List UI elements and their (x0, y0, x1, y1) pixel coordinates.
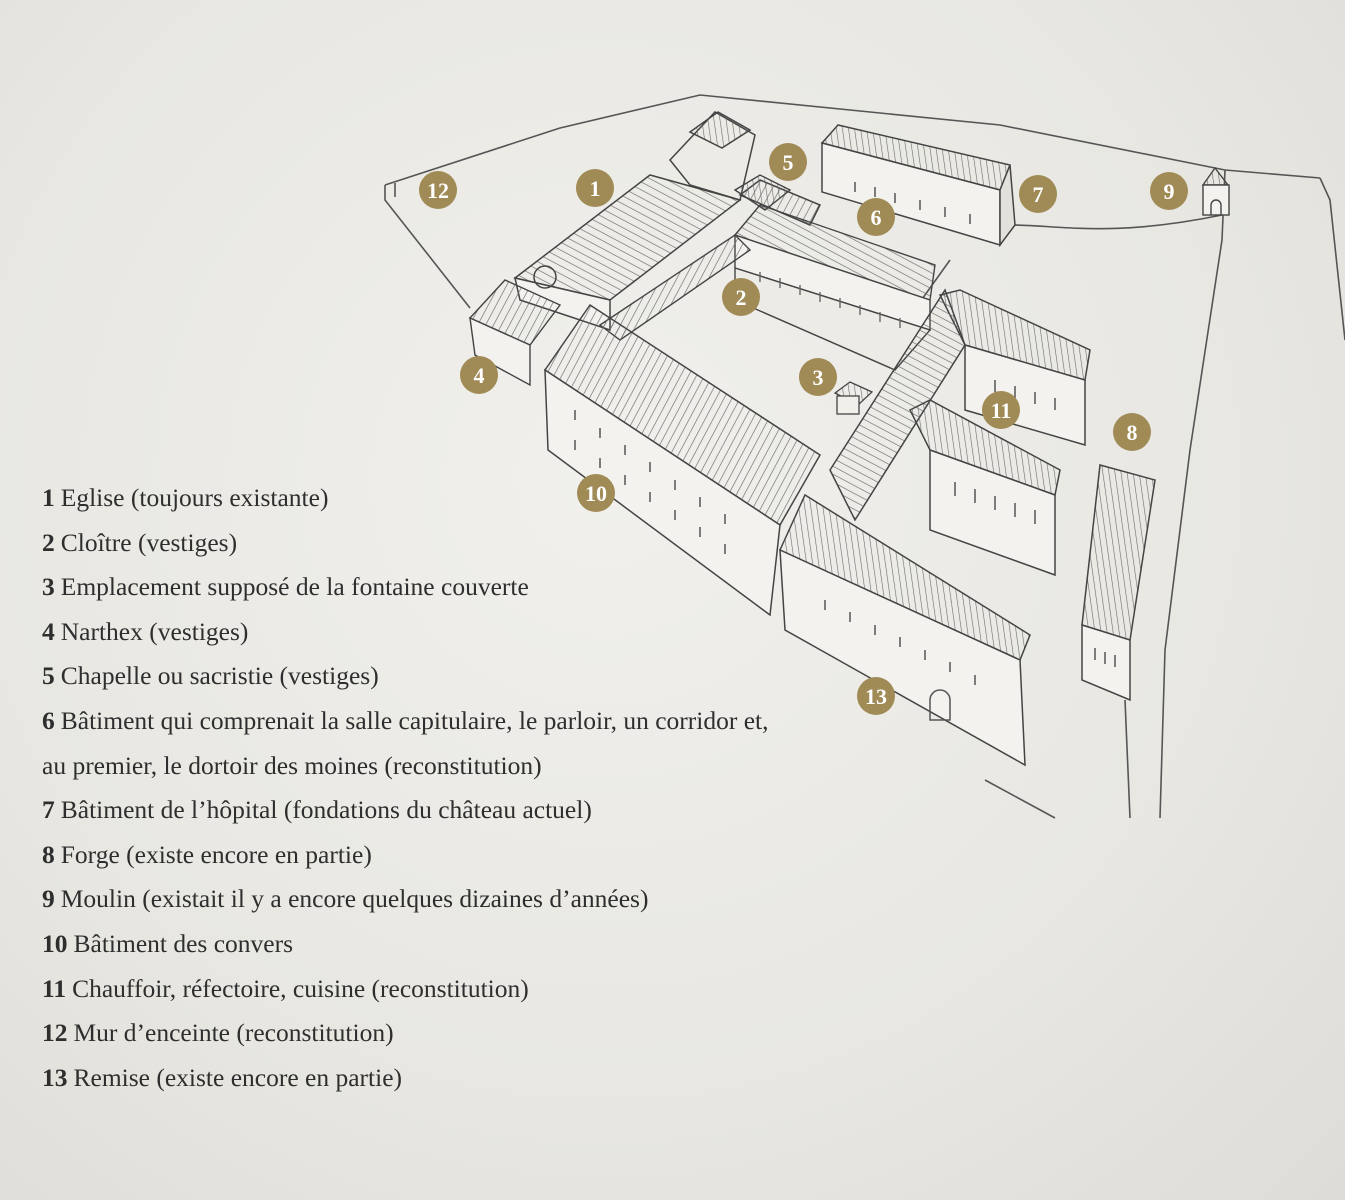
legend-text: Chapelle ou sacristie (vestiges) (60, 661, 379, 691)
legend-item-11 (42, 967, 802, 1012)
legend-number: 12 (42, 1018, 68, 1048)
legend-number: 2 (42, 527, 55, 557)
legend-text: Eglise (toujours existante) (60, 483, 329, 512)
legend-item-9 (42, 877, 802, 922)
legend-item-12 (42, 1011, 802, 1056)
legend-item-10 (42, 922, 802, 967)
svg-text:9: 9 (1163, 179, 1175, 204)
legend-number: 3 (42, 572, 55, 602)
legend-number: 6 (42, 705, 55, 735)
legend-text: Forge (existe encore en partie) (60, 839, 372, 869)
legend-number: 7 (42, 795, 55, 825)
legend-item-8 (42, 833, 802, 878)
badge-8 (1113, 413, 1151, 451)
fountain (835, 382, 872, 414)
legend-number: 9 (42, 884, 55, 914)
hospital-building (822, 125, 1015, 245)
svg-text:1: 1 (589, 176, 601, 201)
legend-number: 10 (42, 928, 68, 958)
legend-number: 4 (42, 616, 55, 646)
svg-text:3: 3 (812, 365, 824, 390)
badge-4 (460, 356, 498, 394)
legend-number: 8 (42, 839, 55, 869)
badge-1 (576, 169, 614, 207)
svg-text:7: 7 (1032, 182, 1044, 207)
legend-item-7 (42, 788, 802, 833)
legend-text: Bâtiment des convers (73, 928, 294, 958)
legend-text: Emplacement supposé de la fontaine couverte (60, 572, 529, 602)
badge-2 (722, 278, 760, 316)
legend-item-4 (42, 610, 802, 655)
svg-text:13: 13 (865, 684, 887, 709)
svg-text:10: 10 (585, 481, 607, 506)
badge-5 (769, 143, 807, 181)
legend-text: Narthex (vestiges) (60, 616, 249, 646)
svg-text:8: 8 (1126, 420, 1138, 445)
badge-11 (982, 391, 1020, 429)
svg-text:2: 2 (735, 285, 747, 310)
legend-text: Cloître (vestiges) (60, 527, 238, 557)
badge-12 (419, 171, 457, 209)
svg-text:5: 5 (782, 150, 794, 175)
forge (1082, 465, 1155, 700)
legend-item-6 (42, 699, 782, 788)
legend-item-13 (42, 1056, 802, 1101)
svg-text:11: 11 (990, 398, 1012, 423)
legend-text: Bâtiment de l’hôpital (fondations du château actuel) (60, 795, 592, 825)
badge-13 (857, 677, 895, 715)
legend-number: 5 (42, 661, 55, 691)
badge-3 (799, 358, 837, 396)
svg-text:12: 12 (427, 178, 449, 203)
legend-text: Chauffoir, réfectoire, cuisine (reconstitution) (72, 973, 529, 1003)
legend (42, 476, 802, 1100)
badge-6 (857, 198, 895, 236)
svg-text:4: 4 (473, 363, 485, 388)
legend-number: 13 (42, 1062, 68, 1092)
legend-text: Remise (existe encore en partie) (73, 1062, 403, 1092)
legend-item-3 (42, 565, 802, 610)
legend-item-2 (42, 521, 802, 566)
legend-item-1 (42, 476, 802, 521)
badge-7 (1019, 175, 1057, 213)
legend-text: Bâtiment qui comprenait la salle capitulaire, le parloir, un corridor et, au premier, le dortoir des moines (reconstitution) (42, 705, 769, 780)
legend-text: Mur d’enceinte (reconstitution) (73, 1018, 394, 1048)
legend-number: 1 (42, 483, 55, 512)
legend-item-5 (42, 654, 802, 699)
svg-text:6: 6 (870, 205, 882, 230)
badge-9 (1150, 172, 1188, 210)
legend-number: 11 (42, 973, 67, 1003)
legend-text: Moulin (existait il y a encore quelques dizaines d’années) (60, 884, 649, 914)
